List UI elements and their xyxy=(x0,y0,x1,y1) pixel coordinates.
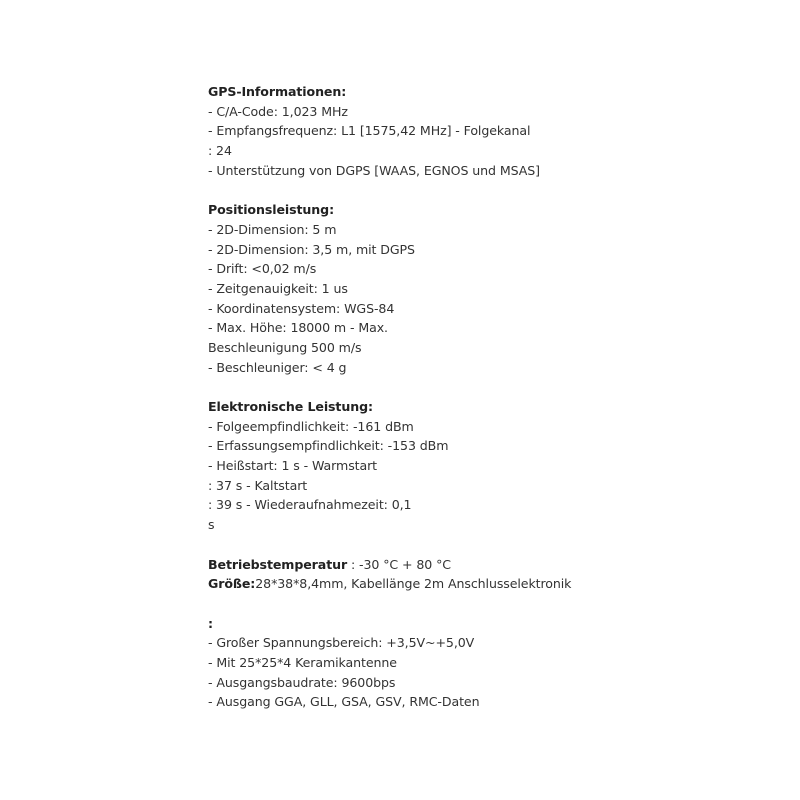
section-heading xyxy=(208,200,571,220)
spec-text: s xyxy=(208,517,215,533)
spec-line xyxy=(208,102,571,122)
blank-line xyxy=(208,377,571,397)
spec-text: - Mit 25*25*4 Keramikantenne xyxy=(208,654,397,670)
spec-text: - Koordinatensystem: WGS-84 xyxy=(208,300,395,316)
spec-text: - Erfassungsempfindlichkeit: -153 dBm xyxy=(208,438,449,454)
spec-line xyxy=(208,279,571,299)
spec-text: - Heißstart: 1 s - Warmstart xyxy=(208,458,378,474)
spec-line xyxy=(208,338,571,358)
spec-text: - Folgeempfindlichkeit: -161 dBm xyxy=(208,418,414,434)
spec-text: : 37 s - Kaltstart xyxy=(208,477,308,493)
product-specification xyxy=(208,82,571,712)
spec-text: - Ausgang GGA, GLL, GSA, GSV, RMC-Daten xyxy=(208,694,480,710)
spec-text: - 2D-Dimension: 5 m xyxy=(208,221,337,237)
spec-line xyxy=(208,574,571,594)
spec-text: - Zeitgenauigkeit: 1 us xyxy=(208,280,348,296)
spec-text: - 2D-Dimension: 3,5 m, mit DGPS xyxy=(208,241,415,257)
spec-line xyxy=(208,141,571,161)
spec-line xyxy=(208,358,571,378)
spec-line xyxy=(208,299,571,319)
spec-text: - Drift: <0,02 m/s xyxy=(208,261,317,277)
spec-line xyxy=(208,515,571,535)
spec-text: - Empfangsfrequenz: L1 [1575,42 MHz] - Folgekanal xyxy=(208,123,531,139)
spec-text: - Beschleuniger: < 4 g xyxy=(208,359,347,375)
spec-text: - Max. Höhe: 18000 m - Max. xyxy=(208,320,388,336)
spec-line xyxy=(208,436,571,456)
spec-line xyxy=(208,318,571,338)
spec-label: : xyxy=(208,615,213,631)
spec-line xyxy=(208,476,571,496)
spec-label: Betriebstemperatur xyxy=(208,556,348,572)
spec-line xyxy=(208,673,571,693)
spec-text: 28*38*8,4mm, Kabellänge 2m Anschlusselektronik xyxy=(255,576,572,592)
section-heading xyxy=(208,614,571,634)
spec-line xyxy=(208,456,571,476)
spec-line xyxy=(208,417,571,437)
section-heading xyxy=(208,82,571,102)
spec-label: Elektronische Leistung: xyxy=(208,399,373,414)
spec-line xyxy=(208,240,571,260)
spec-text: - C/A-Code: 1,023 MHz xyxy=(208,103,348,119)
spec-line xyxy=(208,161,571,181)
spec-line xyxy=(208,220,571,240)
spec-text: Beschleunigung 500 m/s xyxy=(208,339,362,355)
blank-line xyxy=(208,535,571,555)
spec-line xyxy=(208,495,571,515)
section-heading xyxy=(208,397,571,417)
spec-text: - Großer Spannungsbereich: +3,5V~+5,0V xyxy=(208,635,475,651)
spec-text: : 39 s - Wiederaufnahmezeit: 0,1 xyxy=(208,497,412,513)
spec-label: Größe: xyxy=(208,576,256,592)
spec-line xyxy=(208,692,571,712)
spec-line xyxy=(208,121,571,141)
spec-line xyxy=(208,555,571,575)
spec-text: : -30 °C + 80 °C xyxy=(347,556,451,572)
spec-text: : 24 xyxy=(208,143,232,159)
spec-label: GPS-Informationen: xyxy=(208,84,347,99)
spec-line xyxy=(208,653,571,673)
blank-line xyxy=(208,180,571,200)
blank-line xyxy=(208,594,571,614)
spec-label: Positionsleistung: xyxy=(208,202,335,218)
spec-text: - Unterstützung von DGPS [WAAS, EGNOS und MSAS] xyxy=(208,162,540,178)
spec-line xyxy=(208,259,571,279)
spec-line xyxy=(208,633,571,653)
spec-text: - Ausgangsbaudrate: 9600bps xyxy=(208,674,396,690)
